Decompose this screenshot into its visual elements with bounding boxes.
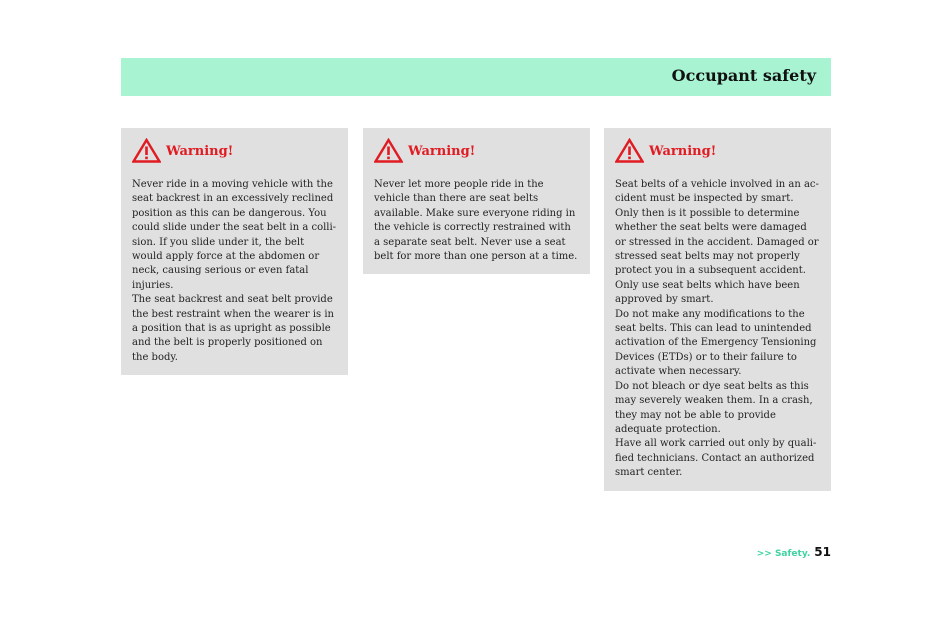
warning-triangle-icon — [615, 138, 644, 163]
warning-paragraph: Never let more people ride in the vehicle than there are seat belts available. Make sure everyone riding in the vehicle is correctly restrained with a separate seat belt. Never use a seat belt for more than one person at a time. — [374, 179, 578, 263]
page-number: 51 — [814, 545, 831, 559]
warning-paragraph: Never ride in a moving vehicle with the seat backrest in an excessively reclined position as this can be dangerous. You could slide under the seat belt in a colli-sion. If you slide under it, the belt would apply force at the abdomen or neck, causing serious or even fatal injuries. — [132, 179, 337, 291]
warning-heading — [374, 135, 579, 165]
warning-box-2 — [363, 128, 590, 274]
page-title: Occupant safety — [671, 66, 816, 85]
warning-text — [374, 178, 579, 264]
warning-paragraph: The seat backrest and seat belt provide the best restraint when the wearer is in a position that is as upright as possible and the belt is properly positioned on the body. — [132, 294, 334, 363]
warning-paragraph: Seat belts of a vehicle involved in an ac-cident must be inspected by smart. Only then is it possible to determine whether the seat belts were damaged or stressed in the accident. Damaged or stressed seat belts may not properly protect you in a subsequent accident. — [615, 179, 819, 277]
warning-paragraph: Do not make any modifications to the seat belts. This can lead to unintended activation of the Emergency Tensioning Devices (ETDs) or to their failure to activate when necessary. — [615, 308, 817, 378]
safety-link[interactable]: >> Safety. — [756, 549, 811, 559]
warning-heading — [132, 135, 337, 165]
warning-label: Warning! — [408, 143, 476, 159]
warning-paragraph: Only use seat belts which have been approved by smart. — [615, 279, 800, 306]
warning-box-1 — [121, 128, 348, 375]
warning-paragraph: Do not bleach or dye seat belts as this may severely weaken them. In a crash, they may not be able to provide adequate protection. — [615, 380, 813, 435]
warning-text — [132, 178, 337, 365]
warning-box-3 — [604, 128, 831, 491]
header-bar — [121, 58, 831, 96]
warning-heading — [615, 135, 820, 165]
warning-label: Warning! — [166, 143, 234, 159]
warning-text — [615, 178, 820, 481]
warning-triangle-icon — [132, 138, 161, 163]
footer — [757, 545, 831, 559]
warning-label: Warning! — [649, 143, 717, 159]
warning-triangle-icon — [374, 138, 403, 163]
warning-paragraph: Have all work carried out only by quali-fied technicians. Contact an authorized smart center. — [615, 438, 817, 479]
